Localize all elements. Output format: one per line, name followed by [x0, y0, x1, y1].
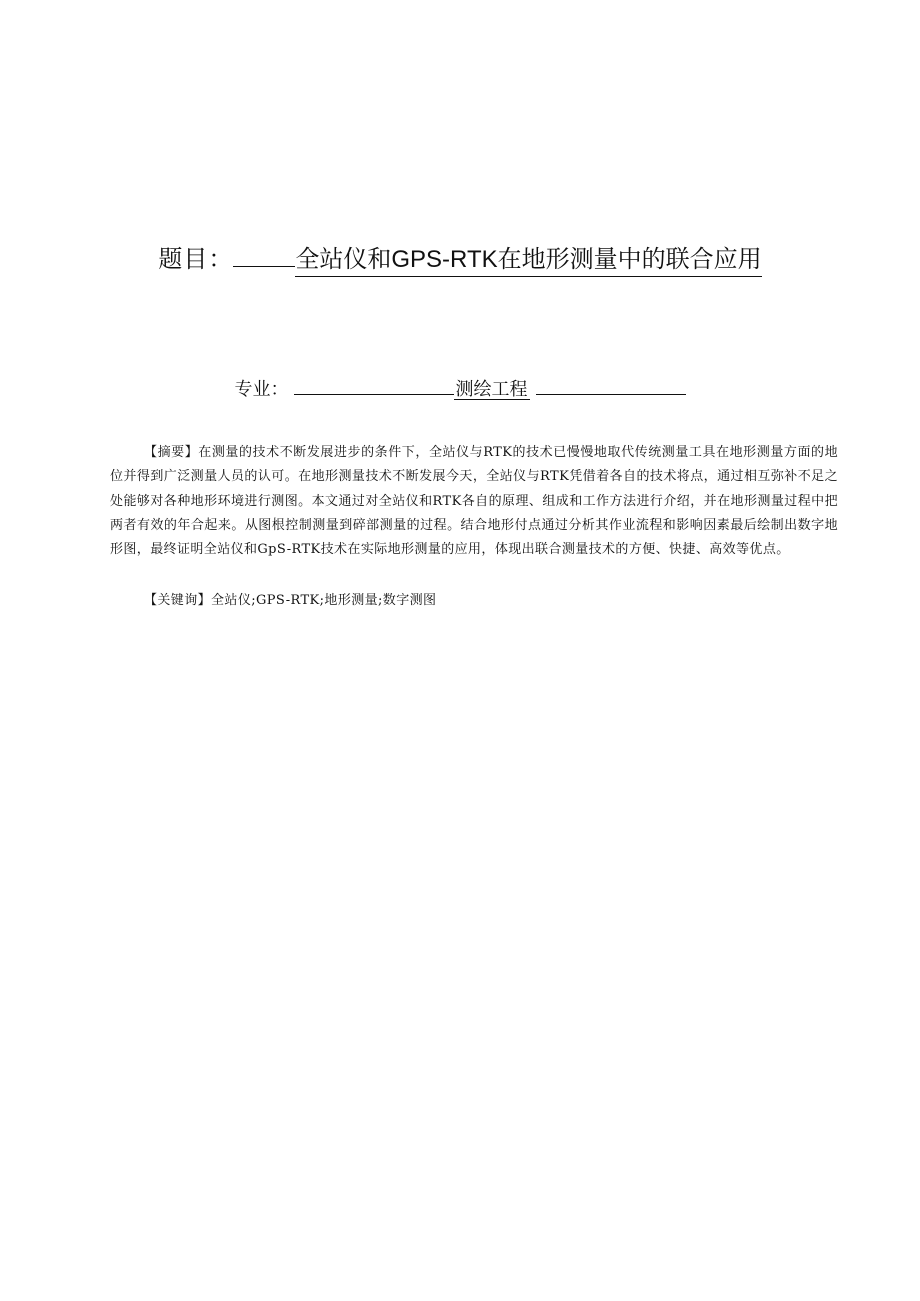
title-text: 全站仪和GPS-RTK在地形测量中的联合应用	[295, 245, 761, 277]
abstract-paragraph	[110, 441, 838, 562]
major-line	[0, 376, 920, 401]
major-underline-left	[294, 376, 454, 395]
abstract-text: 在测量的技术不断发展进步的条件下，全站仪与RTK的技术已慢慢地取代传统测量工具在地形测量方面的地位并得到广泛测量人员的认可。在地形测量技术不断发展今天，全站仪与RTK凭借着各自的技术将点，通过相互弥补不足之处能够对各种地形环境进行测图。本文通过对全站仪和RTK各自的原理、组成和工作方法进行介绍，并在地形测量过程中把两者有效的年合起来。从图根控制测量到碎部测量的过程。结合地形付点通过分析其作业流程和影响因素最后绘制出数字地形图，最终证明全站仪和GpS-RTK技术在实际地形测量的应用，体现出联合测量技术的方便、快捷、高效等优点。	[110, 445, 838, 558]
title-label: 题目：	[158, 246, 234, 273]
major-label: 专业：	[234, 379, 289, 399]
thesis-title	[0, 244, 920, 277]
keywords-tag: 【关键询】	[144, 593, 212, 608]
major-value: 测绘工程	[455, 379, 528, 399]
keywords-text: 全站仪;GPS-RTK;地形测量;数字测图	[211, 593, 437, 608]
major-underline-right	[536, 376, 686, 395]
title-underline-gap	[233, 244, 295, 267]
keywords-line	[144, 589, 436, 613]
abstract-tag: 【摘要】	[144, 445, 199, 460]
